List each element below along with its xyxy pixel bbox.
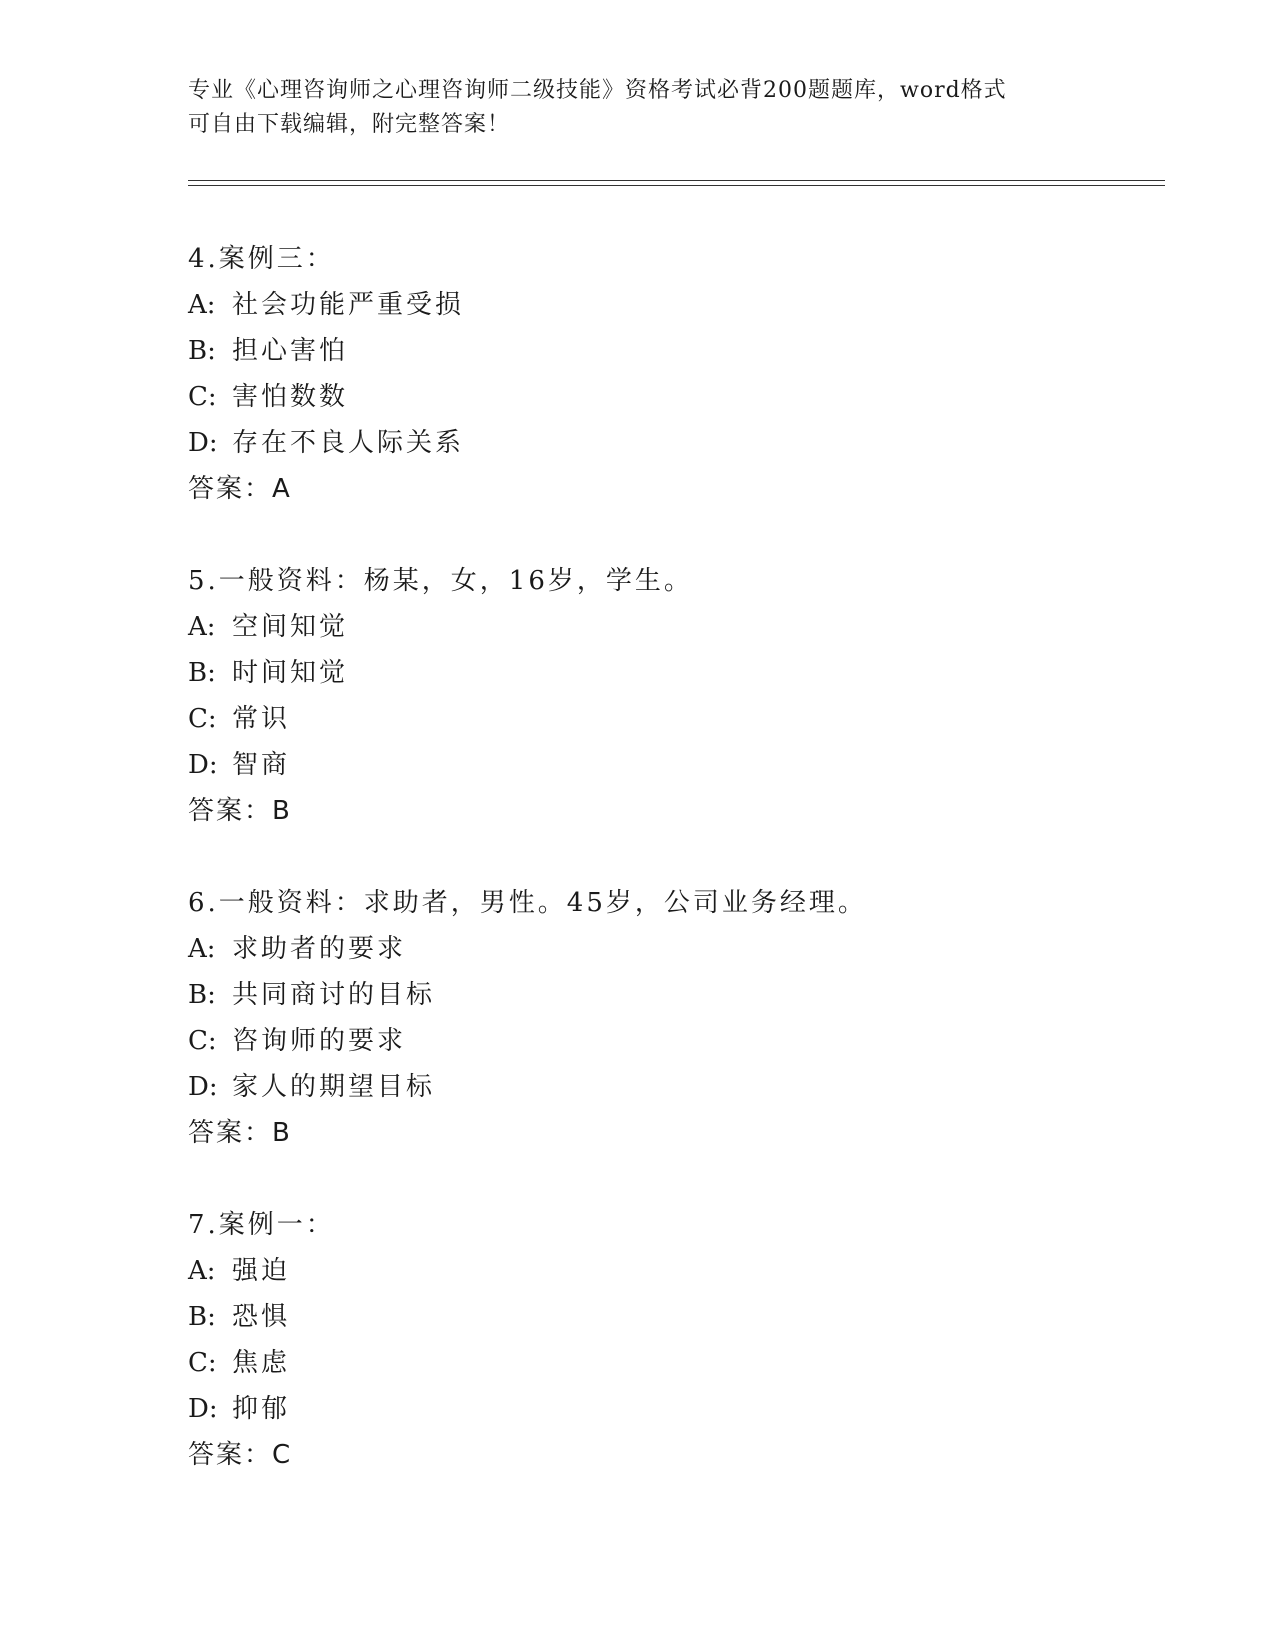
header-line-2: 可自由下载编辑，附完整答案！ xyxy=(188,112,511,137)
option-c xyxy=(188,1018,1188,1064)
option-text: 家人的期望目标 xyxy=(232,1072,436,1102)
option-b xyxy=(188,1294,1188,1340)
option-b xyxy=(188,650,1188,696)
option-c xyxy=(188,374,1188,420)
option-letter: B: xyxy=(188,1302,216,1332)
option-text: 存在不良人际关系 xyxy=(232,428,465,458)
option-letter: D: xyxy=(188,750,218,780)
option-text: 社会功能严重受损 xyxy=(232,290,465,320)
option-letter: D: xyxy=(188,1072,218,1102)
question-title: 6.一般资料：求助者，男性。45岁，公司业务经理。 xyxy=(188,888,867,918)
option-letter: C: xyxy=(188,1348,217,1378)
option-a xyxy=(188,282,1188,328)
option-c xyxy=(188,696,1188,742)
option-c xyxy=(188,1340,1188,1386)
option-letter: B: xyxy=(188,336,216,366)
option-d xyxy=(188,1064,1188,1110)
option-text: 恐惧 xyxy=(232,1302,291,1332)
question-5 xyxy=(188,558,1188,834)
option-letter: B: xyxy=(188,658,216,688)
option-d xyxy=(188,742,1188,788)
option-b xyxy=(188,972,1188,1018)
option-d xyxy=(188,1386,1188,1432)
answer-line: 答案：B xyxy=(188,1118,292,1148)
option-b xyxy=(188,328,1188,374)
option-letter: D: xyxy=(188,1394,218,1424)
option-text: 咨询师的要求 xyxy=(232,1026,407,1056)
header-line-1: 专业《心理咨询师之心理咨询师二级技能》资格考试必背200题题库，word格式 xyxy=(188,78,1007,103)
option-letter: A: xyxy=(188,1256,216,1286)
answer-line: 答案：C xyxy=(188,1440,293,1470)
question-title: 5.一般资料：杨某，女，16岁，学生。 xyxy=(188,566,693,596)
option-d xyxy=(188,420,1188,466)
question-list xyxy=(188,236,1188,1524)
option-text: 智商 xyxy=(232,750,291,780)
option-text: 共同商讨的目标 xyxy=(232,980,436,1010)
option-text: 焦虑 xyxy=(232,1348,291,1378)
option-text: 常识 xyxy=(232,704,291,734)
question-4 xyxy=(188,236,1188,512)
question-7 xyxy=(188,1202,1188,1478)
option-letter: D: xyxy=(188,428,218,458)
option-letter: B: xyxy=(188,980,216,1010)
option-text: 担心害怕 xyxy=(232,336,349,366)
option-text: 害怕数数 xyxy=(232,382,349,412)
option-text: 空间知觉 xyxy=(232,612,349,642)
option-text: 抑郁 xyxy=(232,1394,291,1424)
option-text: 时间知觉 xyxy=(232,658,349,688)
option-letter: A: xyxy=(188,612,216,642)
question-title: 4.案例三： xyxy=(188,244,335,274)
option-letter: C: xyxy=(188,1026,217,1056)
question-6 xyxy=(188,880,1188,1156)
answer-line: 答案：B xyxy=(188,796,292,826)
option-text: 强迫 xyxy=(232,1256,291,1286)
answer-line: 答案：A xyxy=(188,474,292,504)
option-text: 求助者的要求 xyxy=(232,934,407,964)
document-header xyxy=(188,74,1088,142)
option-a xyxy=(188,604,1188,650)
option-a xyxy=(188,926,1188,972)
header-divider-top xyxy=(188,180,1165,181)
option-letter: A: xyxy=(188,290,216,320)
option-letter: C: xyxy=(188,704,217,734)
option-a xyxy=(188,1248,1188,1294)
header-divider-bottom xyxy=(188,185,1165,186)
option-letter: A: xyxy=(188,934,216,964)
option-letter: C: xyxy=(188,382,217,412)
question-title: 7.案例一： xyxy=(188,1210,335,1240)
